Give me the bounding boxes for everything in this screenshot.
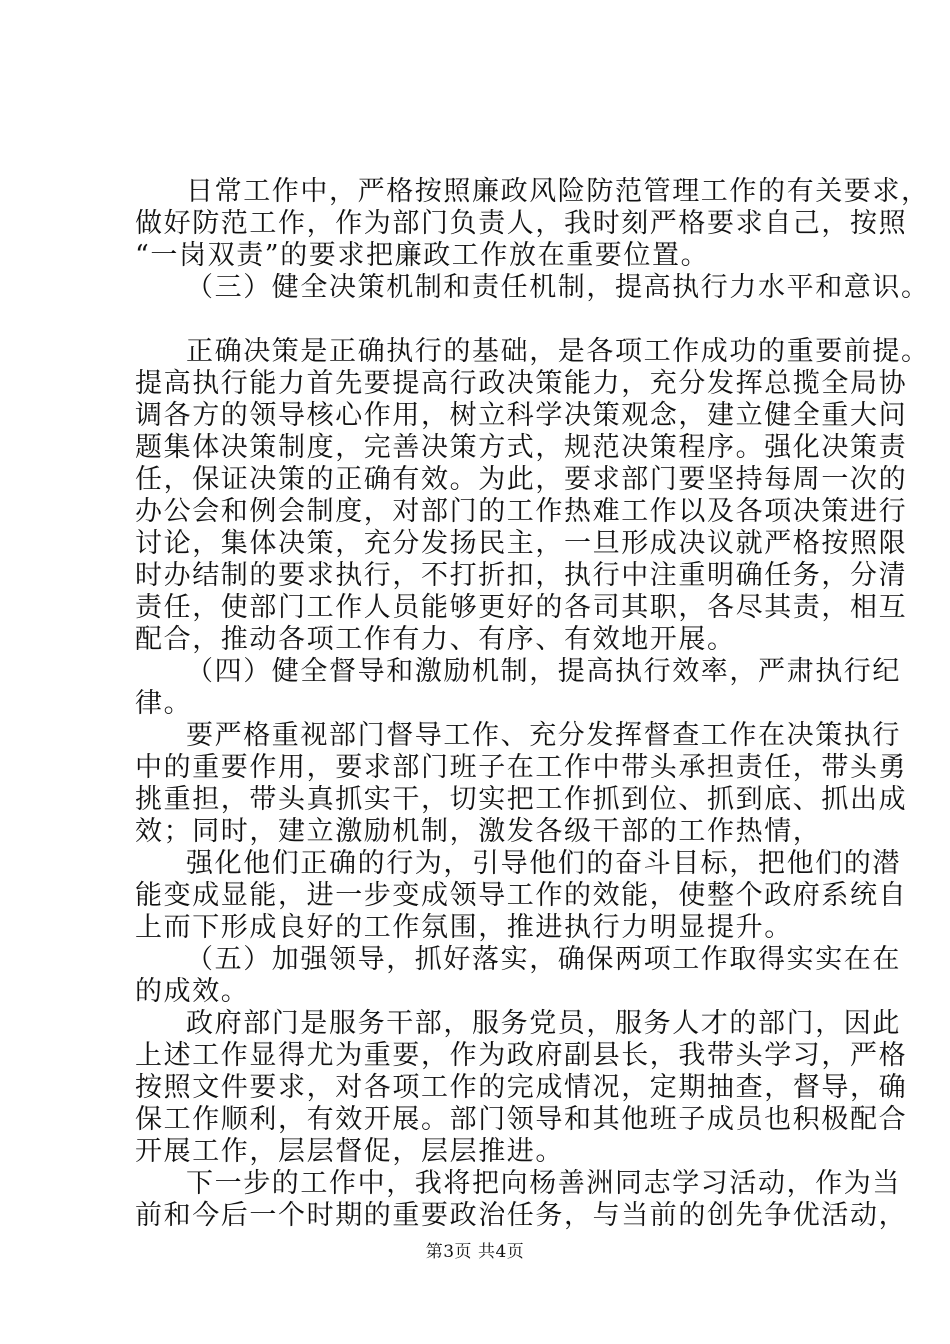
text-line: 中的重要作用，要求部门班子在工作中带头承担责任，带头勇 xyxy=(135,752,908,783)
text-line: 保工作顺利，有效开展。部门领导和其他班子成员也积极配合 xyxy=(135,1104,908,1135)
text-line: 提高执行能力首先要提高行政决策能力，充分发挥总揽全局协 xyxy=(135,368,908,399)
text-line: “一岗双责”的要求把廉政工作放在重要位置。 xyxy=(135,240,710,271)
text-line: 前和今后一个时期的重要政治任务，与当前的创先争优活动， xyxy=(135,1200,908,1231)
text-line: 题集体决策制度，完善决策方式，规范决策程序。强化决策责 xyxy=(135,432,908,463)
text-line: 要严格重视部门督导工作、充分发挥督查工作在决策执行 xyxy=(186,720,901,751)
text-line: 调各方的领导核心作用，树立科学决策观念，建立健全重大问 xyxy=(135,400,908,431)
text-line: 上述工作显得尤为重要，作为政府副县长，我带头学习，严格 xyxy=(135,1040,908,1071)
section-heading: （四）健全督导和激励机制，提高执行效率，严肃执行纪 xyxy=(186,656,901,687)
text-line: 上而下形成良好的工作氛围，推进执行力明显提升。 xyxy=(135,912,793,943)
text-line: 政府部门是服务干部，服务党员，服务人才的部门，因此 xyxy=(186,1008,901,1039)
text-line: 下一步的工作中，我将把向杨善洲同志学习活动，作为当 xyxy=(186,1168,901,1199)
text-line: 配合，推动各项工作有力、有序、有效地开展。 xyxy=(135,624,736,655)
text-line: 办公会和例会制度，对部门的工作热难工作以及各项决策进行 xyxy=(135,496,908,527)
section-heading: （三）健全决策机制和责任机制，提高执行力水平和意识。 xyxy=(186,272,930,303)
text-line: 责任，使部门工作人员能够更好的各司其职，各尽其责，相互 xyxy=(135,592,908,623)
text-line: 任，保证决策的正确有效。为此，要求部门要坚持每周一次的 xyxy=(135,464,908,495)
text-line: 讨论，集体决策，充分发扬民主，一旦形成决议就严格按照限 xyxy=(135,528,908,559)
section-heading: （五）加强领导，抓好落实，确保两项工作取得实实在在 xyxy=(186,944,901,975)
text-line: 效；同时，建立激励机制，激发各级干部的工作热情， xyxy=(135,816,822,847)
text-line: 挑重担，带头真抓实干，切实把工作抓到位、抓到底、抓出成 xyxy=(135,784,908,815)
text-line: 按照文件要求，对各项工作的完成情况，定期抽查，督导，确 xyxy=(135,1072,908,1103)
page-number: 第3页 共4页 xyxy=(425,1242,525,1262)
text-line: 的成效。 xyxy=(135,976,250,1007)
text-line: 时办结制的要求执行，不打折扣，执行中注重明确任务，分清 xyxy=(135,560,908,591)
text-line: 强化他们正确的行为，引导他们的奋斗目标，把他们的潜 xyxy=(186,848,901,879)
text-line: 能变成显能，进一步变成领导工作的效能，使整个政府系统自 xyxy=(135,880,908,911)
text-line: 做好防范工作，作为部门负责人，我时刻严格要求自己，按照 xyxy=(135,208,908,239)
text-line: 正确决策是正确执行的基础，是各项工作成功的重要前提。 xyxy=(186,336,930,367)
text-line: 律。 xyxy=(135,688,193,719)
text-line: 开展工作，层层督促，层层推进。 xyxy=(135,1136,564,1167)
text-line: 日常工作中，严格按照廉政风险防范管理工作的有关要求， xyxy=(186,176,930,207)
